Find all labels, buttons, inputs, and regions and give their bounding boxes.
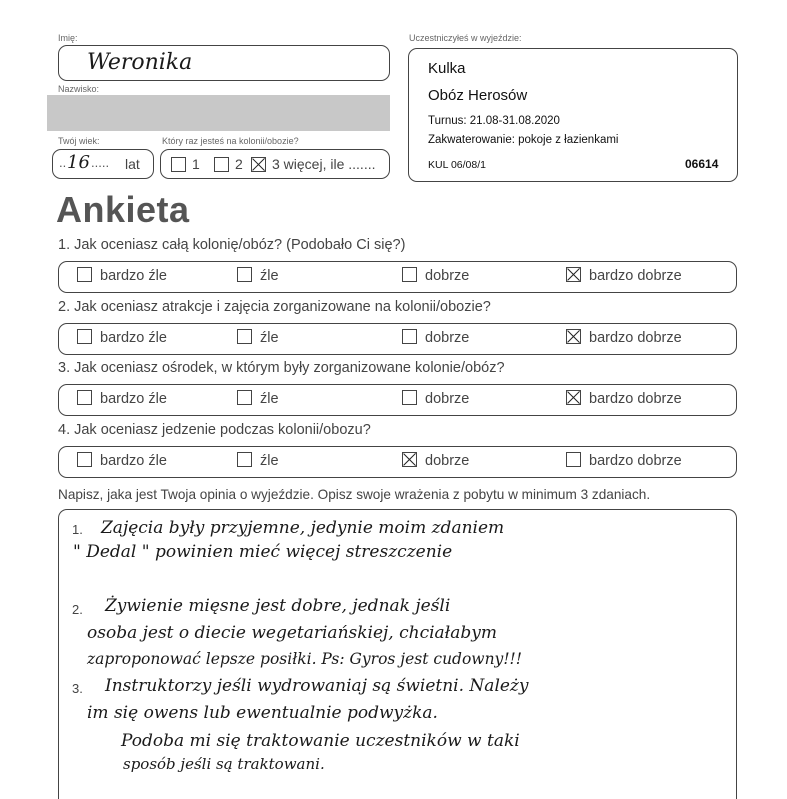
q3-option-dobrze[interactable]	[402, 390, 417, 405]
opinion-line-4: osoba jest o diecie wegetariańskiej, chciałabym	[87, 623, 497, 643]
surname-redacted	[47, 95, 390, 131]
option-label: bardzo źle	[100, 391, 167, 407]
q3-option-zle[interactable]	[237, 390, 252, 405]
question-3-options	[58, 384, 737, 416]
name-field[interactable]	[58, 45, 390, 81]
question-3-text: 3. Jak oceniasz ośrodek, w którym były zorganizowane kolonie/obóz?	[58, 360, 505, 376]
option-label: źle	[260, 391, 279, 407]
q2-option-zle[interactable]	[237, 329, 252, 344]
opinion-box[interactable]	[58, 509, 737, 799]
times-checkbox-2[interactable]	[214, 157, 229, 172]
option-label: dobrze	[425, 330, 470, 346]
q4-option-zle[interactable]	[237, 452, 252, 467]
surname-label: Nazwisko:	[58, 84, 100, 94]
times-field	[160, 149, 390, 179]
opinion-line-5: zaproponować lepsze posiłki. Ps: Gyros jest cudowny!!!	[87, 650, 522, 668]
opinion-line-9: sposób jeśli są traktowani.	[123, 755, 325, 773]
question-4-text: 4. Jak oceniasz jedzenie podczas kolonii/obozu?	[58, 422, 371, 438]
q4-option-dobrze[interactable]	[402, 452, 417, 467]
option-label: dobrze	[425, 268, 470, 284]
times-checkbox-3[interactable]	[251, 157, 266, 172]
q1-option-zle[interactable]	[237, 267, 252, 282]
q3-option-bardzo-zle[interactable]	[77, 390, 92, 405]
question-1-options	[58, 261, 737, 293]
opinion-line-7: im się owens lub ewentualnie podwyżka.	[87, 703, 438, 723]
option-label: źle	[260, 268, 279, 284]
option-label: bardzo dobrze	[589, 453, 682, 469]
age-dots: .....	[91, 155, 110, 170]
age-value: 16	[67, 152, 90, 173]
opinion-number-3: 3.	[72, 681, 83, 696]
opinion-line-8: Podoba mi się traktowanie uczestników w taki	[121, 731, 520, 751]
camp-number: 06614	[685, 157, 719, 171]
option-label: bardzo źle	[100, 330, 167, 346]
q4-option-bardzo-zle[interactable]	[77, 452, 92, 467]
age-unit: lat	[125, 156, 140, 172]
option-label: bardzo źle	[100, 268, 167, 284]
option-label: bardzo dobrze	[589, 391, 682, 407]
question-1-text: 1. Jak oceniasz całą kolonię/obóz? (Podobało Ci się?)	[58, 237, 406, 253]
q2-option-dobrze[interactable]	[402, 329, 417, 344]
opinion-prompt: Napisz, jaka jest Twoja opinia o wyjeździe. Opisz swoje wrażenia z pobytu w minimum 3 zdaniach.	[58, 487, 651, 502]
camp-company: Kulka	[428, 60, 466, 77]
question-4-options	[58, 446, 737, 478]
times-checkbox-1[interactable]	[171, 157, 186, 172]
name-label: Imię:	[58, 33, 78, 43]
participated-label: Uczestniczyłeś w wyjeździe:	[409, 33, 522, 43]
option-label: bardzo dobrze	[589, 330, 682, 346]
q1-option-bardzo-zle[interactable]	[77, 267, 92, 282]
age-field[interactable]	[52, 149, 154, 179]
option-label: dobrze	[425, 453, 470, 469]
age-label: Twój wiek:	[58, 136, 100, 146]
question-2-options	[58, 323, 737, 355]
option-label: źle	[260, 330, 279, 346]
camp-turnus: Turnus: 21.08-31.08.2020	[428, 115, 560, 127]
camp-code: KUL 06/08/1	[428, 159, 486, 171]
opinion-number-1: 1.	[72, 522, 83, 537]
times-option-1: 1	[192, 156, 200, 172]
option-label: bardzo dobrze	[589, 268, 682, 284]
camp-name: Obóz Herosów	[428, 87, 528, 104]
opinion-line-2: " Dedal " powinien mieć więcej streszczenie	[73, 542, 453, 562]
q3-option-bardzo-dobrze[interactable]	[566, 390, 581, 405]
age-prefix: ..	[59, 155, 67, 170]
times-option-2: 2	[235, 156, 243, 172]
option-label: źle	[260, 453, 279, 469]
opinion-line-3: Żywienie mięsne jest dobre, jednak jeśli	[105, 596, 451, 616]
option-label: bardzo źle	[100, 453, 167, 469]
option-label: dobrze	[425, 391, 470, 407]
q1-option-bardzo-dobrze[interactable]	[566, 267, 581, 282]
opinion-line-6: Instruktorzy jeśli wydrowaniaj są świetni. Należy	[105, 676, 529, 696]
q2-option-bardzo-zle[interactable]	[77, 329, 92, 344]
q4-option-bardzo-dobrze[interactable]	[566, 452, 581, 467]
times-option-3: 3 więcej, ile .......	[272, 156, 376, 172]
survey-title: Ankieta	[56, 189, 190, 230]
times-label: Który raz jesteś na kolonii/obozie?	[162, 136, 299, 146]
camp-info-box	[408, 48, 738, 182]
question-2-text: 2. Jak oceniasz atrakcje i zajęcia zorganizowane na kolonii/obozie?	[58, 299, 491, 315]
opinion-number-2: 2.	[72, 602, 83, 617]
opinion-line-1: Zajęcia były przyjemne, jedynie moim zdaniem	[101, 518, 505, 538]
q1-option-dobrze[interactable]	[402, 267, 417, 282]
q2-option-bardzo-dobrze[interactable]	[566, 329, 581, 344]
name-value: Weronika	[87, 50, 193, 75]
camp-accommodation: Zakwaterowanie: pokoje z łazienkami	[428, 134, 619, 146]
